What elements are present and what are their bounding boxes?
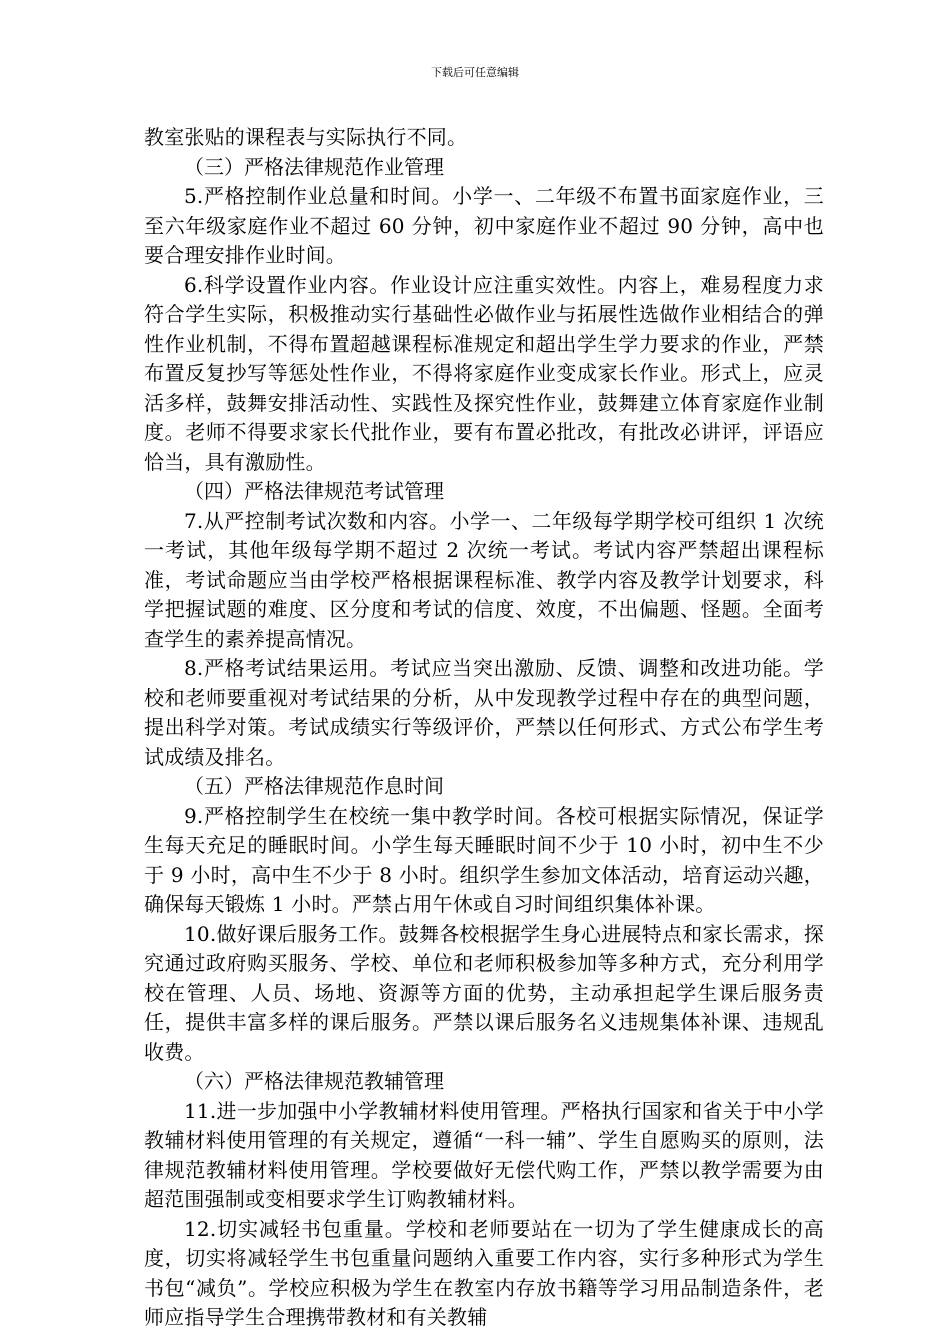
paragraph-item-8: 8.严格考试结果运用。考试应当突出激励、反馈、调整和改进功能。学校和老师要重视对考试结果的分析，从中发现教学过程中存在的典型问题，提出科学对策。考试成绩实行等级评价，严禁以任何形式、方式公布学生考试成绩及排名。 (144, 656, 824, 769)
section-heading-4: （四）严格法律规范考试管理 (184, 479, 444, 503)
document-body (144, 123, 824, 1333)
paragraph-item-10: 10.做好课后服务工作。鼓舞各校根据学生身心进展特点和家长需求，探究通过政府购买服务、学校、单位和老师积极参加等多种方式，充分利用学校在管理、人员、场地、资源等方面的优势，主动承担起学生课后服务责任，提供丰富多样的课后服务。严禁以课后服务名义违规集体补课、违规乱收费。 (144, 921, 824, 1064)
page-header: 下载后可任意编辑 (431, 66, 519, 79)
paragraph-item-7: 7.从严控制考试次数和内容。小学一、二年级每学期学校可组织 1 次统一考试，其他年级每学期不超过 2 次统一考试。考试内容严禁超出课程标准，考试命题应当由学校严格根据课程标准、教学内容及教学计划要求，科学把握试题的难度、区分度和考试的信度、效度，不出偏题、怪题。全面考查学生的素养提高情况。 (144, 508, 824, 651)
section-heading-6: （六）严格法律规范教辅管理 (184, 1069, 444, 1093)
section-heading-5: （五）严格法律规范作息时间 (184, 774, 444, 798)
paragraph-item-11: 11.进一步加强中小学教辅材料使用管理。严格执行国家和省关于中小学教辅材料使用管理的有关规定，遵循“一科一辅”、学生自愿购买的原则，法律规范教辅材料使用管理。学校要做好无偿代购工作，严禁以教学需要为由超范围强制或变相要求学生订购教辅材料。 (144, 1098, 824, 1211)
paragraph-item-12: 12.切实减轻书包重量。学校和老师要站在一切为了学生健康成长的高度，切实将减轻学生书包重量问题纳入重要工作内容，实行多种形式为学生书包“减负”。学校应积极为学生在教室内存放书籍等学习用品制造条件，老师应指导学生合理携带教材和有关教辅 (144, 1216, 824, 1329)
section-heading-3: （三）严格法律规范作业管理 (184, 154, 444, 179)
paragraph-item-5: 5.严格控制作业总量和时间。小学一、二年级不布置书面家庭作业，三至六年级家庭作业不超过 60 分钟，初中家庭作业不超过 90 分钟，高中也要合理安排作业时间。 (144, 184, 824, 267)
paragraph-item-6: 6.科学设置作业内容。作业设计应注重实效性。内容上，难易程度力求符合学生实际，积极推动实行基础性必做作业与拓展性选做作业相结合的弹性作业机制，不得布置超越课程标准规定和超出学生学力要求的作业，严禁布置反复抄写等惩处性作业，不得将家庭作业变成家长作业。形式上，应灵活多样，鼓舞安排活动性、实践性及探究性作业，鼓舞建立体育家庭作业制度。老师不得要求家长代批作业，要有布置必批改，有批改必讲评，评语应恰当，具有激励性。 (144, 272, 824, 474)
paragraph-item-9: 9.严格控制学生在校统一集中教学时间。各校可根据实际情况，保证学生每天充足的睡眠时间。小学生每天睡眠时间不少于 10 小时，初中生不少于 9 小时，高中生不少于 8 小时。组织学生参加文体活动，培育运动兴趣，确保每天锻炼 1 小时。严禁占用午休或自习时间组织集体补课。 (144, 803, 824, 916)
paragraph-continued: 教室张贴的课程表与实际执行不同。 (144, 125, 468, 149)
